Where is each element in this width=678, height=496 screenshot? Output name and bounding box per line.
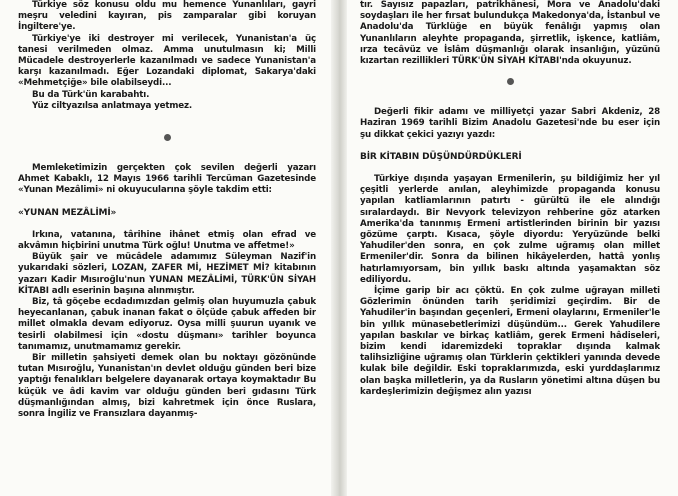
section-bullet-icon — [507, 78, 514, 85]
article-paragraph: Biz, tâ göçebe ecdadımızdan gelmiş olan huyumuzla çabuk heyecanlanan, çabuk inanan fakat o ölçüde çabuk affeden bir millet olmakla devam ediyoruz. Oysa milli şuurun uyanık ve tesirli olabilmesi için «dostu düşmanı» tarihler boyunca tanımamız, unutmamamız gerekir. — [18, 297, 316, 352]
book-gutter — [331, 0, 347, 496]
left-page — [18, 0, 316, 496]
intro-paragraph: Türkiye söz konusu oldu mu hemence Yunanlıları, gayri meşru veledini kayıran, pis zamparalar gibi koruyan İngiltere'ye. — [18, 0, 316, 33]
section-bullet-icon — [164, 134, 171, 141]
article-paragraph: İçime garip bir acı çöktü. En çok zulme uğrayan milleti Gözlerimin önünden tarih şeridimizi geçirdim. Bir de Yahudiler'in başından geçenleri, Ermeni olaylarını, Ermeniler'le bin yıllık münasebetlerimizi düşündüm... Gerek Yahudilere yapılan baskılar ve birkaç katliâm, gerek Ermeni hâdiseleri, bizim kendi idaremizdeki topraklar dışında kalmak talihsizliğine uğramış olan Türklerin çektikleri yanında devede kulak bile değildir. Eski topraklarımızda, eski yurddaşlarımız olan başka milletlerin, ya da Rusların yönetimi altına düşen bu kardeşlerimizin değişmez alın yazısı — [360, 286, 660, 397]
article-paragraph: Bir milletin şahsiyeti demek olan bu noktayı gözönünde tutan Mısıroğlu, Yunanistan'ın devlet olduğu günden beri bize yaptığı fenalıkları belgelere dayanarak ortaya koymaktadır Bu küçük ve âdi kavim var olduğu günden beri gıdasını Türk düşmanlığından almış, bizi kahretmek için önce Ruslara, sonra İngiliz ve Fransızlara dayanmış- — [18, 353, 316, 420]
section-intro-paragraph: Değerli fikir adamı ve milliyetçi yazar Sabri Akdeniz, 28 Haziran 1969 tarihli Bizim Anadolu Gazetesi'nde bu eser için şu dikkat çekici yazıyı yazdı: — [360, 107, 660, 140]
article-paragraph: Türkiye dışında yaşayan Ermenilerin, şu bildiğimiz her yıl çeşitli yerlerde anılan, aleyhimizde propaganda konusu yapılan katliamlarının patırtı - gürültü ile ele alındığı sıralardaydı. Bir Nevyork televizyon rehberine göz atarken Amerika'da tanınmış Ermeni artistlerinden birinin bir yazısı gözüme çarptı. Kısaca, şöyle diyordu: Yeryüzünde belki Yahudiler'den sonra, en çok zulme uğramış olan millet Ermeniler'dir. Sonra da bilinen hikâyelerden, hattâ yonlış hatırlamıyorsam, bin yıllık baskı altında yaşamaktan söz ediliyordu. — [360, 174, 660, 285]
intro-paragraph: Yüz ciltyazılsa anlatmaya yetmez. — [32, 100, 193, 111]
continuation-paragraph: tır. Sayısız papazları, patrikhânesi, Mora ve Anadolu'daki soydaşları ile her fırsat bulundukça Makedonya'da, İstanbul ve Anadolu'da Türklüğe en büyük fenâlığı yapmış olan Yunanlıların aleyhte propaganda, şirretlik, işkence, katliâm, ırza tecâvüz ve İslâm düşmanlığı olarak insanlığın, yüzünü kızartan rezillikleri TÜRK'ÜN SİYAH KİTABI'nda okuyunuz. — [360, 0, 660, 67]
article-title: BİR KİTABIN DÜŞÜNDÜRDÜKLERİ — [360, 151, 522, 162]
intro-paragraph: Türkiye'ye iki destroyer mi verilecek, Yunanistan'a üç tanesi verilmeden olmaz. Amma unutulmasın ki; Milli Mücadele destroyerlerle kazanılmadı ve sadece Yunanistan'a karşı kazanılmadı. Eğer Lozandaki diplomat, Sakarya'daki «Mehmetçiğe» bile olabilseydi... — [18, 33, 316, 89]
article-paragraph: Irkına, vatanına, târihine ihânet etmiş olan efrad ve akvâmın hiçbirini unutma Türk oğlu! Unutma ve affetme!» — [18, 229, 316, 252]
article-title: «YUNAN MEZÂLİMİ» — [18, 207, 117, 218]
intro-paragraph: Bu da Türk'ün karabahtı. — [32, 89, 150, 100]
section-intro-paragraph: Memleketimizin gerçekten çok sevilen değerli yazarı Ahmet Kabaklı, 12 Mayıs 1966 tarihli Tercüman Gazetesinde «Yunan Mezâlimi» ni okuyucularına şöyle takdim etti: — [18, 163, 316, 196]
article-paragraph: Büyük şair ve mücâdele adamımız Süleyman Nazif'in yukarıdaki sözleri, LOZAN, ZAFER Mİ, HEZİMET Mİ? kitabının yazarı Kadir Mısıroğlu'nun YUNAN MEZÂLİMİ, TÜRK'ÜN SİYAH KİTABI adlı eserinin başına alınmıştır. — [18, 252, 316, 296]
right-page — [360, 0, 660, 496]
